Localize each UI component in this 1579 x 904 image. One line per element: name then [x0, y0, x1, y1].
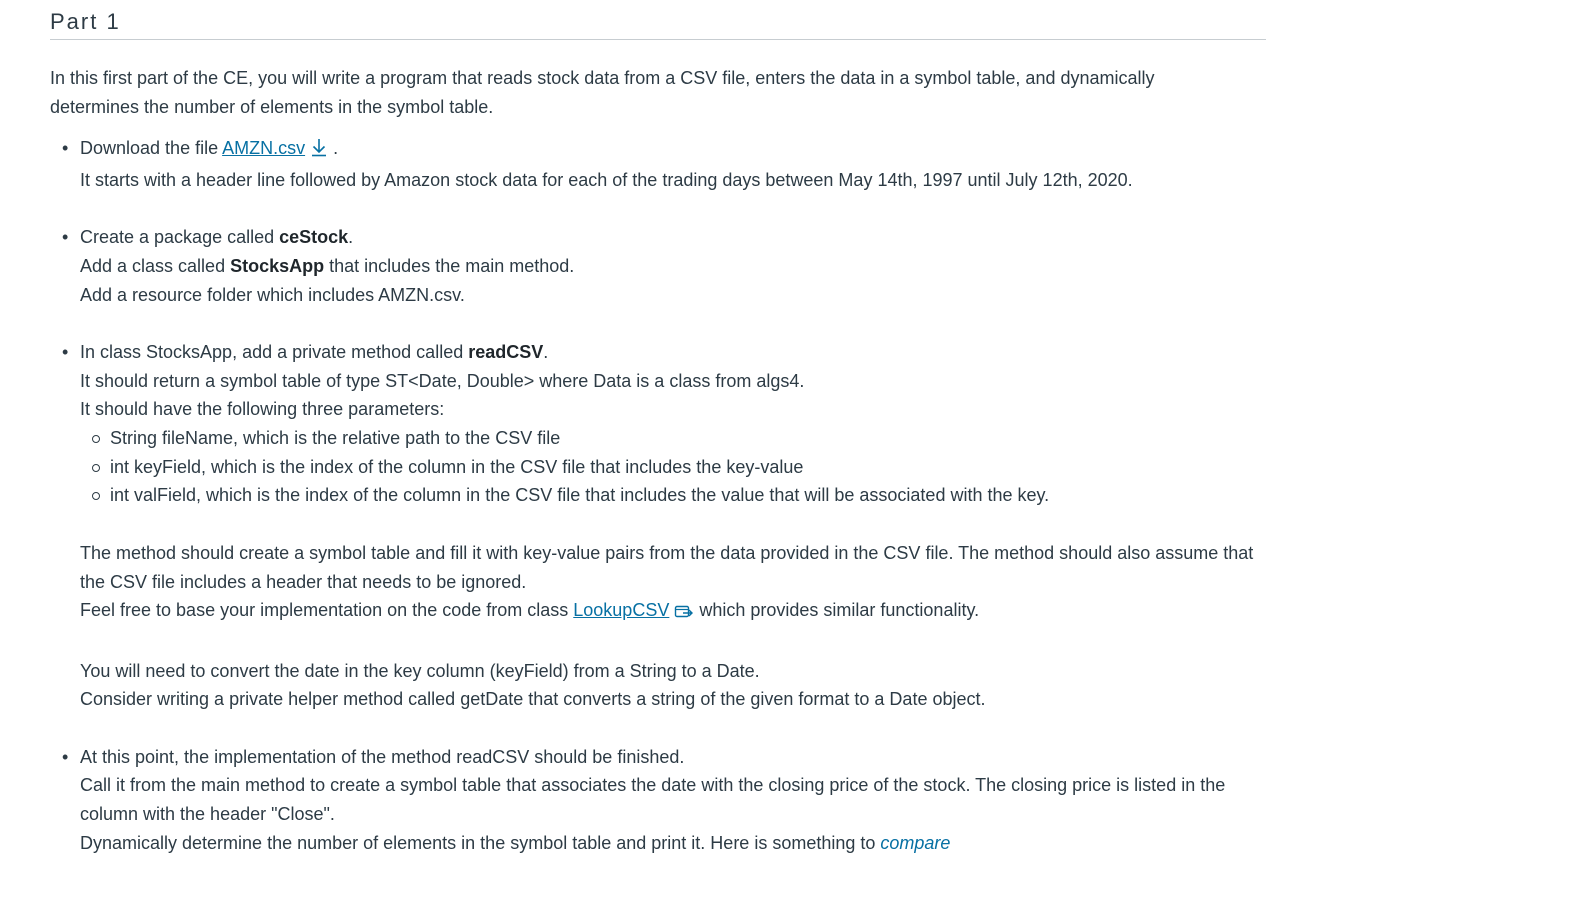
amzn-csv-link[interactable]: AMZN.csv	[222, 138, 306, 158]
download-line	[80, 134, 1266, 166]
circle-bullet	[92, 464, 100, 472]
text: .	[348, 227, 354, 248]
package-name: ceStock	[279, 227, 349, 248]
package-line	[80, 223, 1266, 252]
bullet: •	[62, 227, 69, 248]
download-prefix: Download the file	[80, 138, 223, 158]
content-page	[50, 0, 1266, 886]
list-item-readcsv	[50, 338, 1266, 714]
spacer	[80, 628, 1266, 657]
date-conversion-line: You will need to convert the date in the key column (keyField) from a String to a Date.	[80, 660, 760, 681]
list-item-package	[50, 223, 1266, 309]
parameter-text: String fileName, which is the relative path to the CSV file	[110, 428, 561, 448]
text: Create a package called	[80, 227, 280, 248]
text: that includes the main method.	[324, 255, 575, 276]
download-suffix: .	[328, 138, 339, 158]
text: which provides similar functionality.	[694, 600, 980, 621]
call-main-line: Call it from the main method to create a symbol table that associates the date with the closing price of the stock. The closing price is listed in the column with the header "Close".	[80, 775, 1226, 825]
external-link-icon[interactable]	[674, 599, 694, 628]
params-intro: It should have the following three parameters:	[80, 399, 445, 420]
lookupcsv-link[interactable]: LookupCSV	[573, 600, 670, 621]
circle-bullet	[92, 435, 100, 443]
bullet: •	[62, 341, 69, 362]
bullet: •	[62, 746, 69, 767]
method-description: The method should create a symbol table and fill it with key-value pairs from the data provided in the CSV file. The method should also assume that the CSV file includes a header that needs to be ignored.	[80, 542, 1254, 592]
finish-line: At this point, the implementation of the method readCSV should be finished.	[80, 746, 685, 767]
class-name: StocksApp	[230, 255, 325, 276]
bullet: •	[62, 138, 69, 158]
parameter-text: int valField, which is the index of the column in the CSV file that includes the value that will be associated with the key.	[110, 485, 1050, 506]
helper-method-line: Consider writing a private helper method called getDate that converts a string of the given format to a Date object.	[80, 689, 986, 710]
text: .	[543, 341, 549, 362]
method-name: readCSV	[468, 341, 544, 362]
parameter-list	[80, 424, 1266, 510]
lookup-line	[80, 596, 1266, 628]
circle-bullet	[92, 492, 100, 500]
class-line	[80, 252, 1266, 281]
spacer	[80, 510, 1266, 539]
instruction-list	[50, 134, 1266, 858]
file-description: It starts with a header line followed by Amazon stock data for each of the trading days between May 14th, 1997 until July 12th, 2020.	[80, 169, 1133, 190]
resource-line: Add a resource folder which includes AMZN.csv.	[80, 284, 465, 305]
text: Dynamically determine the number of elements in the symbol table and print it. Here is something to	[80, 832, 881, 853]
intro-paragraph: In this first part of the CE, you will write a program that reads stock data from a CSV file, enters the data in a symbol table, and dynamically determines the number of elements in the symbol table.	[50, 68, 1155, 117]
parameter-item	[80, 481, 1266, 510]
compare-link[interactable]: compare	[880, 832, 951, 853]
compare-line	[80, 829, 1266, 858]
parameter-text: int keyField, which is the index of the column in the CSV file that includes the key-value	[110, 456, 804, 477]
download-icon[interactable]	[310, 137, 328, 166]
text: Feel free to base your implementation on the code from class	[80, 600, 574, 621]
page-title: Part 1	[50, 0, 1266, 40]
parameter-item	[80, 453, 1266, 482]
parameter-item	[80, 424, 1266, 453]
list-item-download	[50, 134, 1266, 194]
list-item-finish	[50, 743, 1266, 858]
method-line	[80, 338, 1266, 367]
text: In class StocksApp, add a private method called	[80, 341, 469, 362]
return-type-line: It should return a symbol table of type ST<Date, Double> where Data is a class from algs4.	[80, 370, 805, 391]
text: Add a class called	[80, 255, 231, 276]
